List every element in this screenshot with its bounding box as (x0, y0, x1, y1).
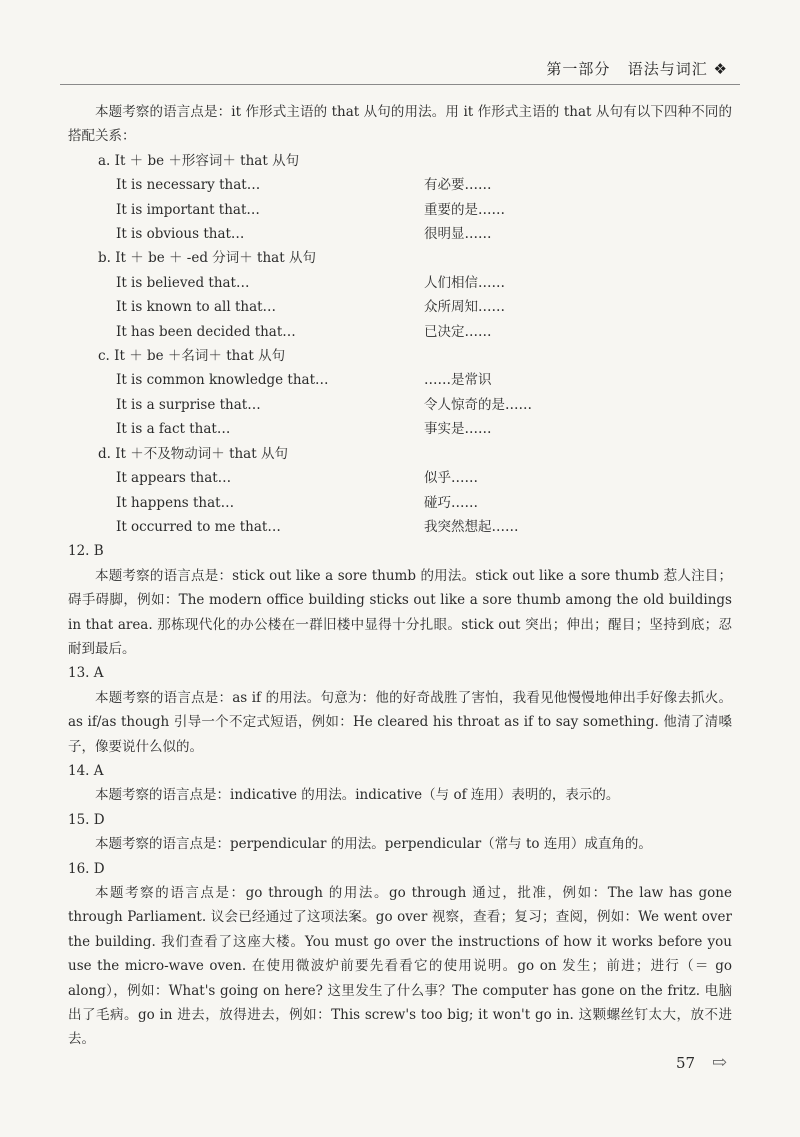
example-zh: ……是常识 (424, 372, 492, 389)
example-row (68, 417, 732, 441)
example-en: It is known to all that… (116, 299, 277, 316)
header-ornament-icon: ❖ (713, 60, 728, 78)
answer-explanation: 本题考察的语言点是：stick out like a sore thumb 的用法。stick out like a sore thumb 惹人注目；碍手碍脚，例如：The modern office building sticks out like a sore thumb among the old buildings in that area. 那栋现代化的办公楼在一群旧楼中显得十分扎眼。stick out 突出；伸出；醒目；坚持到底；忍耐到最后。 (68, 567, 732, 657)
pattern-group-d (68, 442, 732, 540)
answer-number: 13. A (68, 665, 104, 682)
example-zh: 重要的是…… (424, 201, 505, 218)
example-row (68, 320, 732, 344)
example-zh: 很明显…… (424, 226, 492, 243)
example-zh: 似乎…… (424, 470, 478, 487)
example-en: It is necessary that… (116, 177, 261, 194)
example-row (68, 222, 732, 246)
example-en: It is believed that… (116, 274, 250, 291)
answer-explanation: 本题考察的语言点是：indicative 的用法。indicative（与 of 连用）表明的，表示的。 (95, 787, 620, 804)
header-title: 语法与词汇 (627, 60, 708, 78)
example-zh: 令人惊奇的是…… (424, 396, 532, 413)
example-zh: 众所周知…… (424, 299, 505, 316)
example-zh: 已决定…… (424, 323, 492, 340)
example-en: It happens that… (116, 494, 235, 511)
example-row (68, 466, 732, 490)
next-arrow-icon: ⇨ (712, 1052, 728, 1073)
example-row (68, 173, 732, 197)
example-zh: 有必要…… (424, 177, 492, 194)
answer-number: 15. D (68, 811, 105, 828)
example-zh: 事实是…… (424, 421, 492, 438)
example-zh: 碰巧…… (424, 494, 478, 511)
example-en: It is a fact that… (116, 421, 231, 438)
example-row (68, 368, 732, 392)
pattern-heading: c. It ＋ be ＋名词＋ that 从句 (98, 348, 286, 365)
example-en: It is obvious that… (116, 226, 245, 243)
pattern-group-b (68, 246, 732, 344)
answer-number: 14. A (68, 762, 104, 779)
example-row (68, 198, 732, 222)
example-row (68, 491, 732, 515)
example-row (68, 271, 732, 295)
answer-explanation: 本题考察的语言点是：as if 的用法。句意为：他的好奇战胜了害怕，我看见他慢慢地伸出手好像去抓火。as if/as though 引导一个不定式短语，例如：He cleared his throat as if to say something. 他清了清嗓子，像要说什么似的。 (68, 689, 732, 755)
example-en: It is a surprise that… (116, 396, 261, 413)
answer-explanation: 本题考察的语言点是：go through 的用法。go through 通过，批准，例如：The law has gone through Parliament. 议会已经通过了这项法案。go over 视察，查看；复习；查阅，例如：We went over the building. 我们查看了这座大楼。You must go over the instructions of how it works before you use the micro-wave oven. 在使用微波炉前要先看看它的使用说明。go on 发生；前进；进行（＝ go along），例如：What's going on here? 这里发生了什么事？The computer has gone on the fritz. 电脑出了毛病。go in 进去，放得进去，例如：This screw's too big; it won't go in. 这颗螺丝钉太大，放不进去。 (68, 885, 732, 1048)
running-header (546, 58, 728, 79)
example-zh: 我突然想起…… (424, 518, 519, 535)
page-content (68, 100, 732, 1052)
example-zh: 人们相信…… (424, 274, 505, 291)
intro-paragraph: 本题考察的语言点是：it 作形式主语的 that 从句的用法。用 it 作形式主语的 that 从句有以下四种不同的搭配关系： (68, 104, 732, 145)
page-number: 57 (676, 1054, 696, 1072)
example-en: It has been decided that… (116, 323, 296, 340)
example-en: It is important that… (116, 201, 260, 218)
pattern-heading: d. It ＋不及物动词＋ that 从句 (98, 445, 288, 462)
example-en: It is common knowledge that… (116, 372, 329, 389)
header-part: 第一部分 (546, 60, 611, 78)
pattern-group-c (68, 344, 732, 442)
example-row (68, 515, 732, 539)
example-en: It occurred to me that… (116, 518, 281, 535)
example-en: It appears that… (116, 470, 232, 487)
pattern-heading: a. It ＋ be ＋形容词＋ that 从句 (98, 152, 300, 169)
answer-explanation: 本题考察的语言点是：perpendicular 的用法。perpendicular（常与 to 连用）成直角的。 (95, 836, 652, 853)
header-rule (60, 84, 740, 85)
pattern-heading: b. It ＋ be ＋ -ed 分词＋ that 从句 (98, 250, 316, 267)
answer-number: 16. D (68, 860, 105, 877)
pattern-group-a (68, 149, 732, 247)
answer-number: 12. B (68, 543, 104, 560)
example-row (68, 393, 732, 417)
example-row (68, 295, 732, 319)
